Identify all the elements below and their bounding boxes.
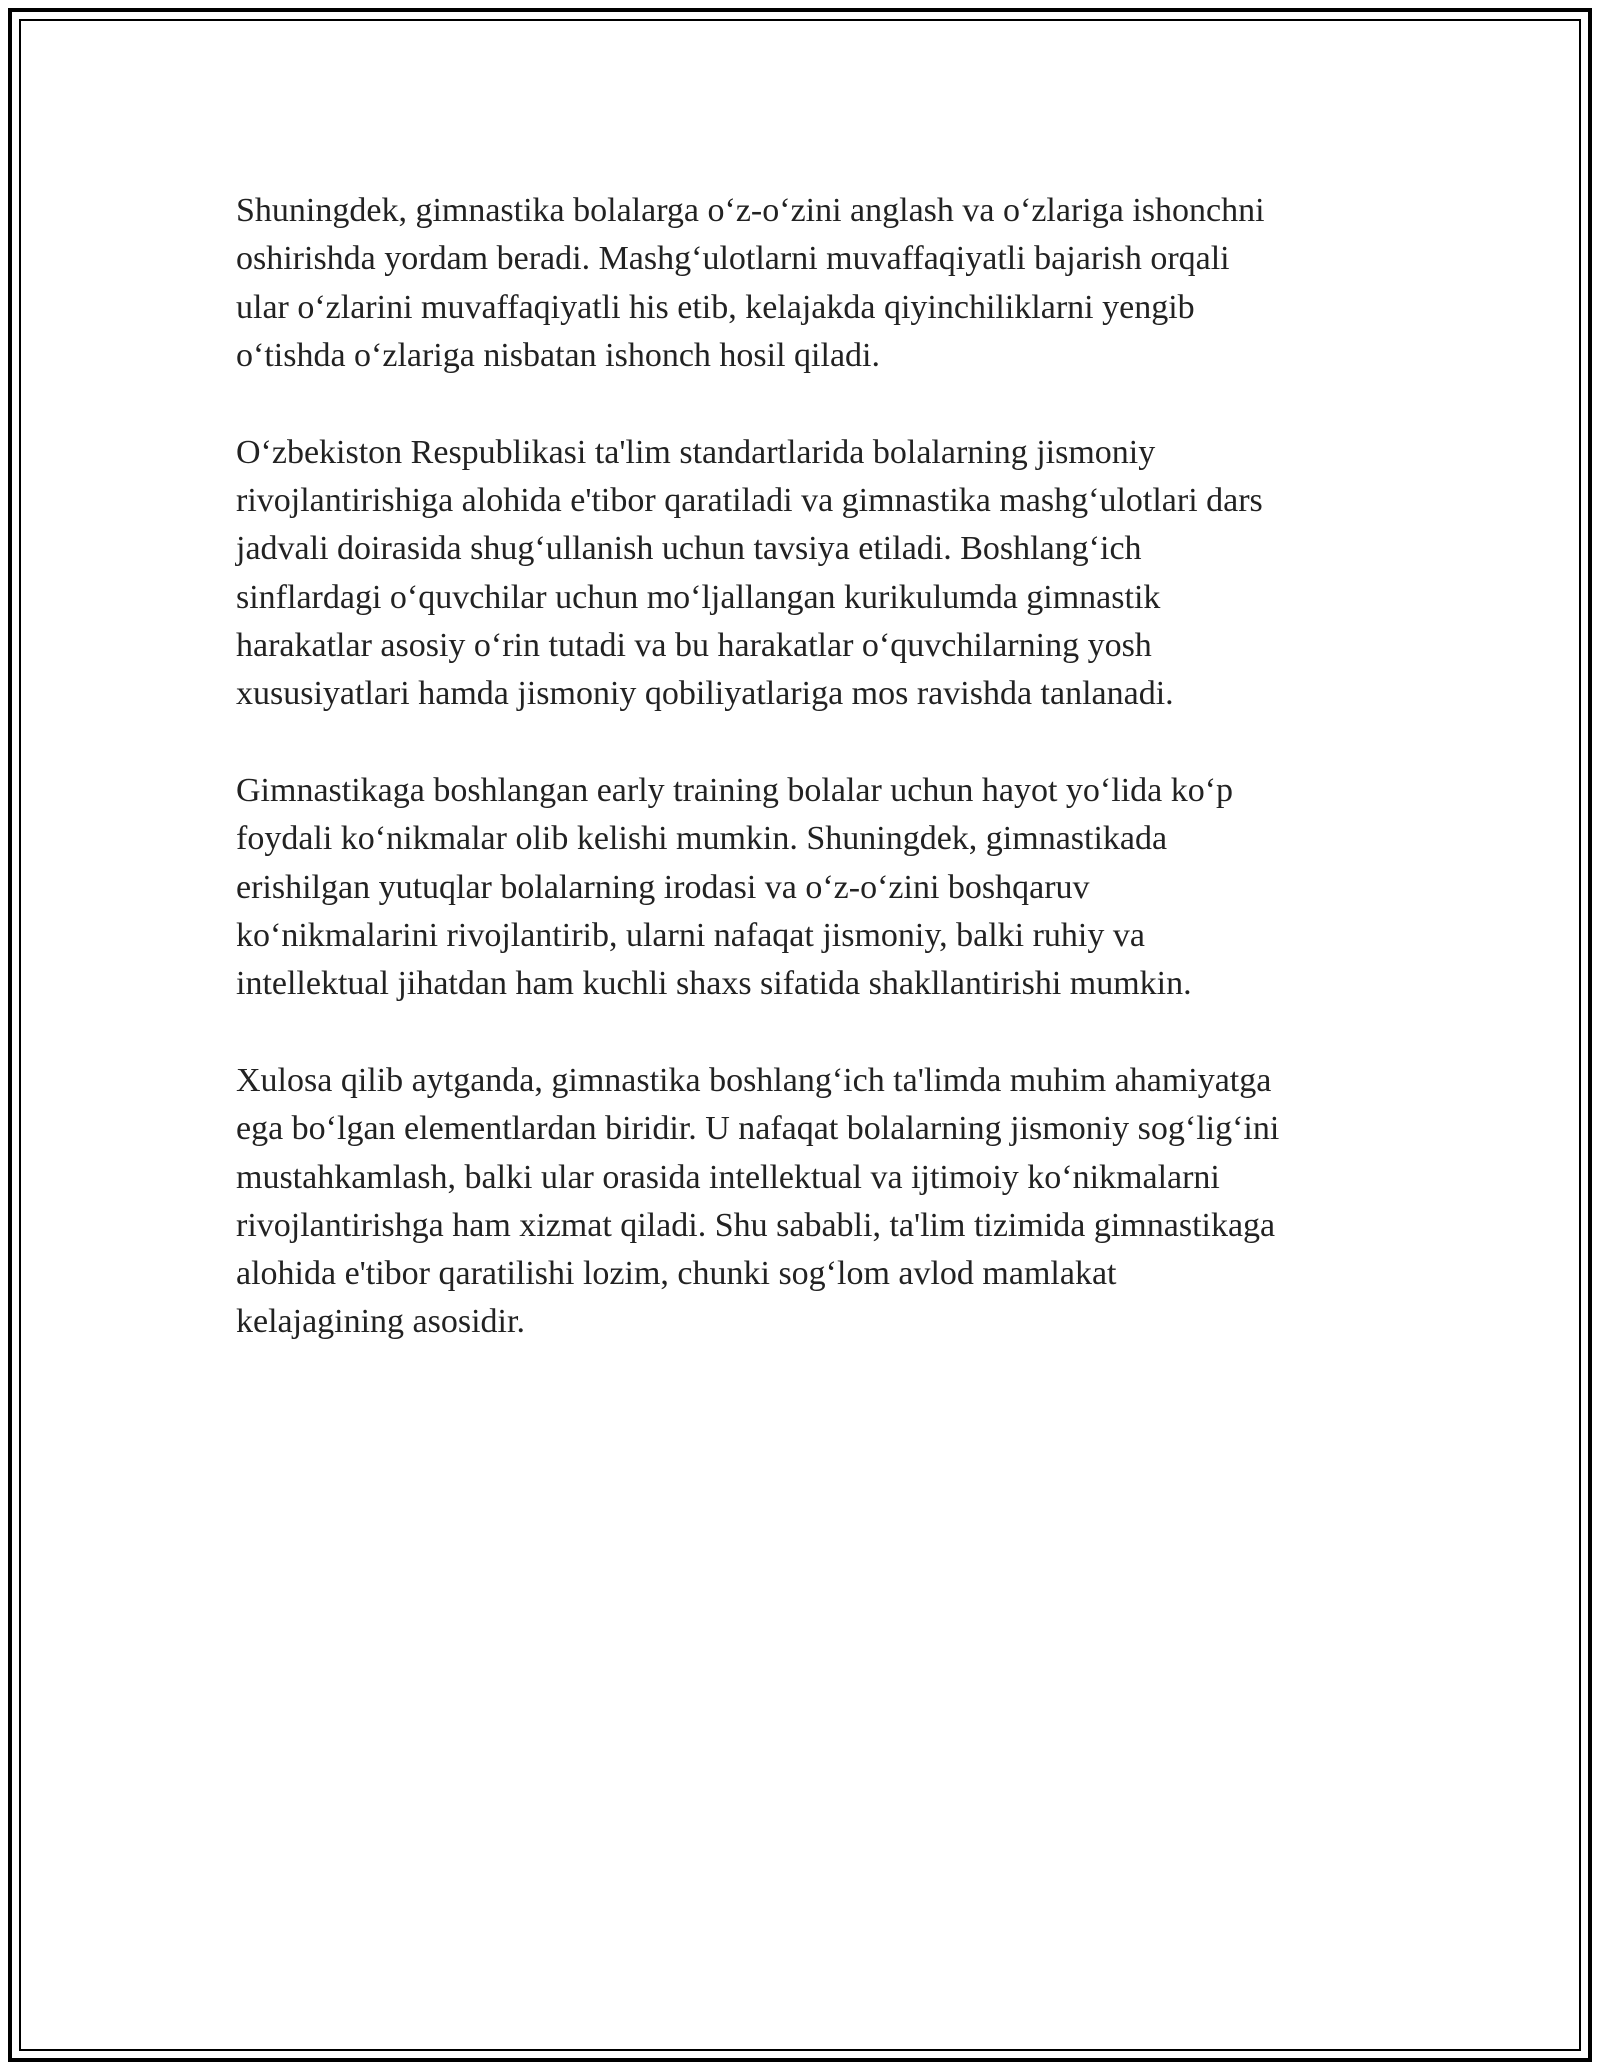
paragraph-line: intellektual jihatdan ham kuchli shaxs sifatida shakllantirishi mumkin. bbox=[236, 965, 1192, 1003]
paragraph-line: ular o‘zlarini muvaffaqiyatli his etib, kelajakda qiyinchiliklarni yengib bbox=[236, 288, 1195, 326]
paragraph-line: alohida e'tibor qaratilishi lozim, chunki sog‘lom avlod mamlakat bbox=[236, 1255, 1117, 1293]
paragraph-line: o‘tishda o‘zlariga nisbatan ishonch hosil qiladi. bbox=[236, 336, 880, 374]
paragraph-line: rivojlantirishiga alohida e'tibor qaratiladi va gimnastika mashg‘ulotlari dars bbox=[236, 481, 1263, 519]
document-body bbox=[236, 187, 1396, 1395]
paragraph-line: jadvali doirasida shug‘ullanish uchun tavsiya etiladi. Boshlang‘ich bbox=[236, 530, 1142, 568]
paragraph-line: Gimnastikaga boshlangan early training bolalar uchun hayot yo‘lida ko‘p bbox=[236, 771, 1234, 809]
paragraph-line: mustahkamlash, balki ular orasida intellektual va ijtimoiy ko‘nikmalarni bbox=[236, 1158, 1220, 1196]
paragraph-line: foydali ko‘nikmalar olib kelishi mumkin. Shuningdek, gimnastikada bbox=[236, 820, 1168, 858]
paragraph-line: Shuningdek, gimnastika bolalarga o‘z-o‘zini anglash va o‘zlariga ishonchni bbox=[236, 192, 1265, 229]
paragraph-line: Xulosa qilib aytganda, gimnastika boshlang‘ich ta'limda muhim ahamiyatga bbox=[236, 1061, 1272, 1099]
paragraph-line: sinflardagi o‘quvchilar uchun mo‘ljallangan kurikulumda gimnastik bbox=[236, 578, 1161, 616]
paragraph-line: O‘zbekiston Respublikasi ta'lim standartlarida bolalarning jismoniy bbox=[236, 433, 1156, 471]
paragraph-2 bbox=[236, 429, 1396, 719]
paragraph-line: kelajagining asosidir. bbox=[236, 1303, 525, 1341]
paragraph-line: erishilgan yutuqlar bolalarning irodasi va o‘z-o‘zini boshqaruv bbox=[236, 868, 1090, 906]
paragraph-line: harakatlar asosiy o‘rin tutadi va bu harakatlar o‘quvchilarning yosh bbox=[236, 626, 1152, 664]
paragraph-3 bbox=[236, 767, 1396, 1008]
paragraph-4 bbox=[236, 1057, 1396, 1347]
paragraph-line: xususiyatlari hamda jismoniy qobiliyatlariga mos ravishda tanlanadi. bbox=[236, 675, 1174, 713]
paragraph-line: oshirishda yordam beradi. Mashg‘ulotlarni muvaffaqiyatli bajarish orqali bbox=[236, 240, 1230, 278]
paragraph-line: ko‘nikmalarini rivojlantirib, ularni nafaqat jismoniy, balki ruhiy va bbox=[236, 916, 1145, 954]
paragraph-line: ega bo‘lgan elementlardan biridir. U nafaqat bolalarning jismoniy sog‘lig‘ini bbox=[236, 1110, 1280, 1148]
paragraph-line: rivojlantirishga ham xizmat qiladi. Shu sababli, ta'lim tizimida gimnastikaga bbox=[236, 1206, 1276, 1244]
paragraph-1 bbox=[236, 187, 1396, 380]
